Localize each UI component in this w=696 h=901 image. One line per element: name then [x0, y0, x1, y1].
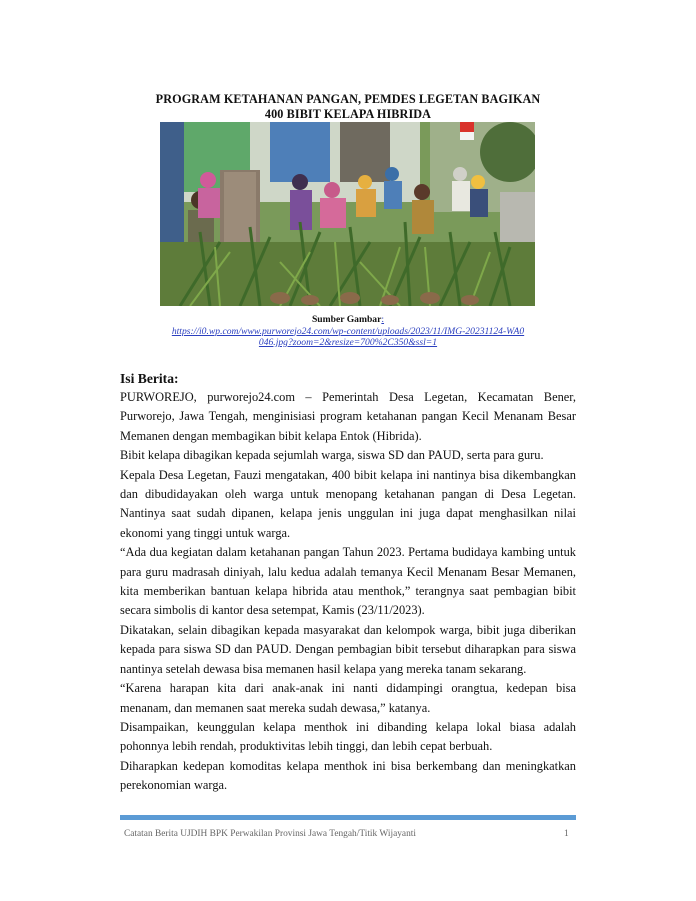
image-source-link-line-1[interactable]: https://i0.wp.com/www.purworejo24.com/wp-content/uploads/2023/11/IMG-20231124-WA0: [171, 325, 525, 337]
news-photo: [160, 122, 535, 306]
paragraph-8: Diharapkan kedepan komoditas kelapa menthok ini bisa berkembang dan meningkatkan perekonomian warga.: [120, 758, 576, 793]
section-heading: Isi Berita:: [120, 371, 179, 386]
paragraph-1: PURWOREJO, purworejo24.com – Pemerintah Desa Legetan, Kecamatan Bener, Purworejo, Jawa Tengah, menginisiasi program ketahanan pangan Kecil Menanam Besar Memanen dengan membagikan bibit kelapa Entok (Hibrida).: [120, 390, 576, 443]
article-body: [120, 388, 576, 796]
image-caption: [120, 314, 576, 349]
paragraph-2: Bibit kelapa dibagikan kepada sejumlah warga, siswa SD dan PAUD, serta para guru.: [120, 448, 544, 463]
paragraph-3: Kepala Desa Legetan, Fauzi mengatakan, 400 bibit kelapa ini nantinya bisa dikembangkan dan dibudidayakan oleh warga untuk menopang ketahanan pangan di Desa Legetan. Nantinya saat sudah dipanen, kelapa jenis unggulan ini juga dapat menghasilkan nilai ekonomi yang tinggi untuk warga.: [120, 467, 576, 540]
paragraph-5: Dikatakan, selain dibagikan kepada masyarakat dan kelompok warga, bibit juga diberikan kepada para siswa SD dan PAUD. Dengan pembagian bibit tersebut diharapkan para siswa nantinya setelah dewasa bisa memanen hasil kelapa yang mereka tanam sekarang.: [120, 622, 576, 676]
news-title: [120, 92, 576, 122]
image-caption-colon: :: [381, 314, 385, 325]
footer-divider: [120, 815, 576, 820]
paragraph-4: “Ada dua kegiatan dalam ketahanan pangan Tahun 2023. Pertama budidaya kambing untuk para guru madrasah diniyah, lalu kedua adalah temanya Kecil Menanam Besar Memanen, kita memberikan bantuan kelapa hibrida atau menthok,” terangnya saat pembagian bibit secara simbolis di kantor desa setempat, Kamis (23/11/2023).: [120, 545, 576, 618]
news-title-line-2: 400 BIBIT KELAPA HIBRIDA: [264, 107, 432, 121]
news-title-line-1: PROGRAM KETAHANAN PANGAN, PEMDES LEGETAN BAGIKAN: [155, 92, 541, 106]
image-source-link-line-2[interactable]: 046.jpg?zoom=2&resize=700%2C350&ssl=1: [258, 337, 438, 348]
paragraph-7: Disampaikan, keunggulan kelapa menthok ini dibanding kelapa lokal biasa adalah pohonnya lebih rendah, produktivitas lebih tinggi, dan lebih cepat berbuah.: [120, 719, 576, 754]
news-photo-illustration: [160, 122, 535, 306]
footer-text: Catatan Berita UJDIH BPK Perwakilan Provinsi Jawa Tengah/Titik Wijayanti: [124, 829, 416, 839]
page-number: 1: [564, 829, 569, 839]
paragraph-6: “Karena harapan kita dari anak-anak ini nanti didampingi orangtua, kedepan bisa menanam, dan memanen saat mereka sudah dewasa,” katanya.: [120, 681, 576, 715]
image-caption-label: Sumber Gambar: [311, 314, 382, 325]
